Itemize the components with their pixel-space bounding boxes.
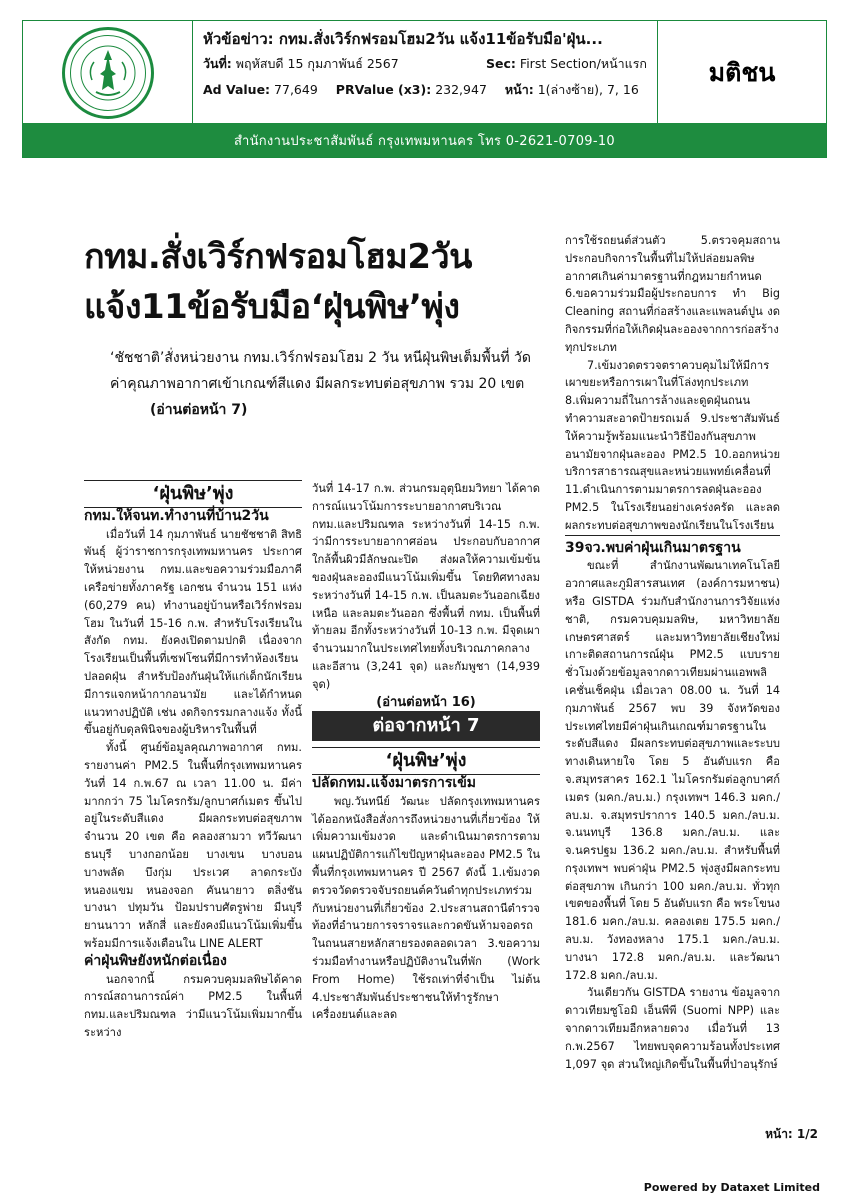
column-1-paragraph-1: เมื่อวันที่ 14 กุมภาพันธ์ นายชัชชาติ สิทธิพันธุ์ ผู้ว่าราชการกรุงเทพมหานคร ประกาศให้หน่วยงาน กทม.และขอความร่วมมือภาคีเครือข่ายทั้งภาครัฐ เอกชน จำนวน 151 แห่ง (60,279 คน) ทำงานอยู่บ้านหรือเวิร์กฟรอมโฮม ในวันที่ 15-16 ก.พ. สำหรับโรงเรียนในสังกัด กทม. ยังคงเปิดตามปกติ เนื่องจากโรงเรียนเป็นพื้นที่เซฟโซนที่มีการทำห้องเรียนปลอดฝุ่น สำหรับป้องกันฝุ่นให้แก่เด็กนักเรียน มีการแจกหน้ากากอนามัย และได้กำหนดแนวทางปฏิบัติ เช่น งดกิจกรรมกลางแจ้ง ทั้งนี้ ขึ้นอยู่กับดุลพินิจของผู้บริหารในพื้นที่ [84, 527, 302, 737]
value-row [203, 82, 647, 98]
clipping-meta [193, 21, 658, 125]
column-3-subhead-1: 39จว.พบค่าฝุ่นเกินมาตรฐาน [565, 535, 780, 558]
column-2-paragraph-2: พญ.วันทนีย์ วัฒนะ ปลัดกรุงเทพมหานคร ได้ออกหนังสือสั่งการถึงหน่วยงานที่เกี่ยวข้อง ให้เพิ่มความเข้มงวด และดำเนินมาตรการตามแผนปฏิบัติการแก้ไขปัญหาฝุ่นละออง PM2.5 ในพื้นที่กรุงเทพมหานคร ปี 2567 ดังนี้ 1.เข้มงวดตรวจวัดตรวจจับรถยนต์ควันดำทุกประเภทร่วมกับหน่วยงานที่เกี่ยวข้อง 2.ประสานสถานีตำรวจท้องที่อำนวยการจราจรและกวดขันห้ามจอดรถในถนนสายหลักสายรองตลอดเวลา 3.ขอความร่วมมือทำงานหรือปฏิบัติงานในที่พัก (Work From Home) ใช้รถเท่าที่จำเป็น ไม่ต้น 4.ประชาสัมพันธ์ประชาชนให้ทำรูรักษาเครื่องยนต์และลด [312, 794, 540, 1022]
headline-text: กทม.สั่งเวิร์กฟรอมโฮม2วัน แจ้ง11ข้อรับมือ'ฝุ่น... [278, 30, 603, 48]
deck-text: ‘ชัชชาติ’สั่งหน่วยงาน กทม.เวิร์กฟรอมโฮม 2 วัน หนีฝุ่นพิษเต็มพื้นที่ วัดค่าคุณภาพอากาศเข้าเกณฑ์สีแดง มีผลกระทบต่อสุขภาพ รวม 20 เขต [110, 350, 531, 392]
section-value: First Section/หน้าแรก [519, 56, 647, 71]
column-1-paragraph-2: ทั้งนี้ ศูนย์ข้อมูลคุณภาพอากาศ กทม. รายงานค่า PM2.5 ในพื้นที่กรุงเทพมหานคร วันที่ 14 ก.พ.67 ณ เวลา 11.00 น. มีค่ามากกว่า 75 ไมโครกรัม/ลูกบาศก์เมตร ขึ้นไป อยู่ในระดับสีแดง มีผลกระทบต่อสุขภาพ จำนวน 20 เขต คือ คลองสามวา ทวีวัฒนา ธนบุรี บางกอกน้อย บางเขน บางบอน บางพลัด บึงกุ่ม ประเวศ ลาดกระบัง หนองแขม หนองจอก คันนายาว ตลิ่งชัน บางนา ปทุมวัน ป้อมปราบศัตรูพ่าย มีนบุรี ยานนาวา หลักสี่ และยังคงมีแนวโน้มเพิ่มขึ้น พร้อมมีการแจ้งเตือนใน LINE ALERT [84, 741, 302, 950]
column-3-paragraph-3: ขณะที่ สำนักงานพัฒนาเทคโนโลยีอวกาศและภูมิสารสนเทศ (องค์การมหาชน) หรือ GISTDA ร่วมกับสำนักงานการวิจัยแห่งชาติ, กรมควบคุมมลพิษ, มหาวิทยาลัยเกษตรศาสตร์ และมหาวิทยาลัยเชียงใหม่ เกาะติดสถานการณ์ฝุ่น PM2.5 แบบรายชั่วโมงด้วยข้อมูลจากดาวเทียมผ่านแอพพลิเคชั่นเช็คฝุ่น เมื่อเวลา 08.00 น. วันที่ 14 กุมภาพันธ์ 2567 พบ 39 จังหวัดของประเทศไทยมีค่าฝุ่นเกินเกณฑ์มาตรฐานในระดับสีแดง มีผลกระทบต่อสุขภาพและระบบทางเดินหายใจ โดย 5 อันดับแรก คือ จ.สมุทรสาคร 162.1 ไมโครกรัมต่อลูกบาศก์เมตร (มคก./ลบ.ม.) กรุงเทพฯ 146.3 มคก./ลบ.ม. จ.สมุทรปราการ 140.5 มคก./ลบ.ม. จ.นนทบุรี 136.8 มคก./ลบ.ม. และ จ.นครปฐม 136.2 มคก./ลบ.ม. สำหรับพื้นที่กรุงเทพฯ พบค่าฝุ่น PM2.5 พุ่งสูงมีผลกระทบต่อสุขภาพ เกินกว่า 100 มคก./ลบ.ม. ทั่วทุกเขตของพื้นที่ โดย 5 อันดับแรก คือ พระโขนง 181.6 มคก./ลบ.ม. คลองเตย 175.5 มคก./ลบ.ม. วังทองหลาง 175.1 มคก./ลบ.ม. บางนา 172.8 มคก./ลบ.ม. และวัฒนา 172.8 มคก./ลบ.ม. [565, 559, 780, 982]
column-2-continued: (อ่านต่อหน้า 16) [376, 694, 476, 710]
column-3-paragraph-2: 7.เข้มงวดตรวจตราควบคุมไม่ให้มีการเผาขยะหรือการเผาในที่โล่งทุกประเภท 8.เพิ่มความถี่ในการล้างและดูดฝุ่นถนน ทำความสะอาดป้ายรถเมล์ 9.ประชาสัมพันธ์ให้ความรู้พร้อมแนะนำวิธีป้องกันสุขภาพอนามัยจากฝุ่นละออง PM2.5 10.ออกหน่วยบริการสาธารณสุขและหน่วยแพทย์เคลื่อนที่ 11.ดำเนินการตามมาตรการลดฝุ่นละออง PM2.5 ในโรงเรียนอย่างเคร่งครัด และลดผลกระทบต่อสุขภาพของนักเรียนในโรงเรียน [565, 358, 780, 532]
page-number: หน้า: 1/2 [765, 1127, 818, 1141]
article-deck [110, 345, 540, 423]
column-2-section-head: ‘ฝุ่นพิษ’พุ่ง [312, 747, 540, 775]
section-label: Sec: [486, 56, 516, 71]
ad-label: Ad Value: [203, 82, 271, 97]
publication-name: มติชน [708, 58, 776, 87]
column-3-paragraph-1: การใช้รถยนต์ส่วนตัว 5.ตรวจคุมสถานประกอบกิจการในพื้นที่ไม่ให้ปล่อยมลพิษอากาศเกินค่ามาตรฐานที่กฎหมายกำหนด 6.ขอความร่วมมือผู้ประกอบการ ทำ Big Cleaning สถานที่ก่อสร้างและแพลนต์ปูน งดกิจกรรมที่ก่อให้เกิดฝุ่นละอองจากการก่อสร้างทุกประเภท [565, 234, 780, 354]
column-3-paragraph-4: วันเดียวกัน GISTDA รายงาน ข้อมูลจากดาวเทียมซูโอมิ เอ็นพีพี (Suomi NPP) และจากดาวเทียมอีกหลายดวง เมื่อวันที่ 13 ก.พ.2567 ไทยพบจุดความร้อนทั้งประเทศ 1,097 จุด ส่วนใหญ่เกิดขึ้นในพื้นที่ป่าอนุรักษ์ [565, 986, 780, 1071]
powered-by: Powered by Dataxet Limited [643, 1181, 820, 1194]
date-row [203, 56, 647, 72]
column-1-section-head: ‘ฝุ่นพิษ’พุ่ง [84, 480, 302, 508]
article-title [84, 232, 550, 332]
article-title-line2: แจ้ง11ข้อรับมือ‘ฝุ่นพิษ’พุ่ง [84, 287, 460, 327]
ad-value: 77,649 [274, 82, 318, 97]
pr-value: 232,947 [435, 82, 487, 97]
column-1-subhead-1: กทม.ให้จนท.ทำงานที่บ้าน2วัน [84, 507, 269, 524]
column-3 [565, 232, 780, 1073]
office-banner: สำนักงานประชาสัมพันธ์ กรุงเทพมหานคร โทร 0-2621-0709-10 [23, 123, 826, 157]
deck-continued: (อ่านต่อหน้า 7) [150, 402, 248, 418]
article-title-line1: กทม.สั่งเวิร์กฟรอมโฮม2วัน [84, 237, 472, 277]
bma-logo [23, 21, 193, 125]
page-value: 1(ล่างซ้าย), 7, 16 [537, 82, 639, 97]
continued-from-box: ต่อจากหน้า 7 [312, 711, 540, 741]
bma-seal-icon [62, 27, 154, 119]
pr-label: PRValue (x3): [335, 82, 432, 97]
column-2-subhead-1: ปลัดกทม.แจ้งมาตรการเข้ม [312, 774, 477, 791]
page-label: หน้า: [504, 82, 534, 97]
date-label: วันที่: [203, 56, 232, 71]
clipping-header [22, 20, 827, 158]
headline-row [203, 29, 647, 49]
column-1-subhead-2: ค่าฝุ่นพิษยังหนักต่อเนื่อง [84, 952, 227, 969]
date-value: พฤหัสบดี 15 กุมภาพันธ์ 2567 [235, 56, 399, 71]
column-2 [312, 480, 540, 1024]
column-1 [84, 480, 302, 1042]
column-1-paragraph-3: นอกจากนี้ กรมควบคุมมลพิษได้คาดการณ์สถานการณ์ค่า PM2.5 ในพื้นที่ กทม.และปริมณฑล ว่ามีแนวโน้มเพิ่มมากขึ้นระหว่าง [84, 972, 302, 1039]
column-2-paragraph-1: วันที่ 14-17 ก.พ. ส่วนกรมอุตุนิยมวิทยา ได้คาดการณ์แนวโน้มการระบายอากาศบริเวณ กทม.และปริมณฑล ระหว่างวันที่ 14-15 ก.พ. ว่ามีการระบายอากาศอ่อน ประกอบกับอากาศใกล้พื้นผิวมีลักษณะปิด ส่งผลให้ความเข้มข้นของฝุ่นละอองมีแนวโน้มเพิ่มขึ้น โดยทิศทางลมระหว่างวันที่ 14-15 ก.พ. เป็นลมตะวันออกเฉียงเหนือ และลมตะวันออก ซึ่งพื้นที่ กทม. เป็นพื้นที่ท้ายลม อีกทั้งระหว่างวันที่ 10-13 ก.พ. มีจุดเผาจำนวนมากในประเทศไทยทั้งบริเวณภาคกลางและอีสาน (3,241 จุด) และกัมพูชา (14,939 จุด) [312, 482, 540, 691]
headline-label: หัวข้อข่าว: [203, 30, 274, 48]
